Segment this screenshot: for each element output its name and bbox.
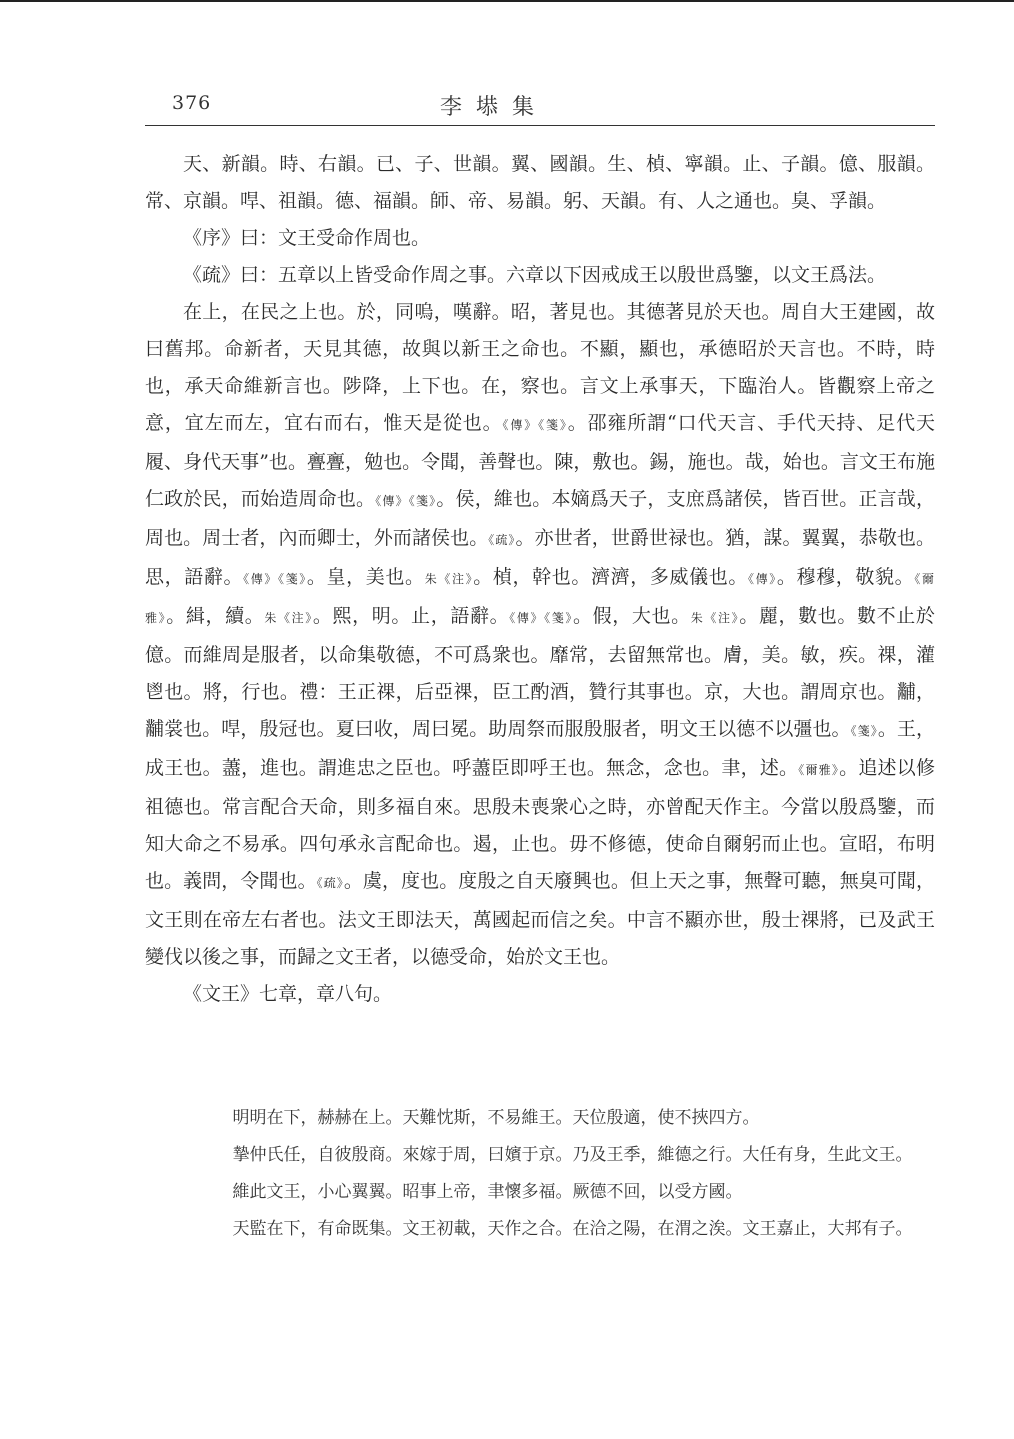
page-number: 376 <box>172 92 212 114</box>
poem-stanza: 明明在下，赫赫在上。天難忱斯，不易維王。天位殷適，使不挾四方。 <box>232 1108 760 1128</box>
poem-stanza: 維此文王，小心翼翼。昭事上帝，聿懷多福。厥德不回，以受方國。 <box>232 1182 743 1202</box>
running-title: 李塨集 <box>440 95 549 120</box>
gloss-text: 在上，在民之上也。於，同嗚，嘆辭。昭，著見也。其德著見於天也。周自大王建國，故曰舊邦。命新者，天見其德，故與以新王之命也。不顯，顯也，承德昭於天言也。不時，時也，承天命維新言也。陟降，上下也。在，察也。言文上承事天，下臨治人。皆觀察上帝之意，宜左而左，宜右而右，惟天是從也。 <box>145 301 935 434</box>
rhyme-note <box>145 146 935 220</box>
gloss-text: 。熙，明。止，語辭。 <box>312 605 510 627</box>
rhyme-note-line-1: 天、新韻。時、右韻。已、子、世韻。翼、國韻。生、楨、寧韻。止、子韻。億、服韻。常、 <box>145 153 935 212</box>
source-ref: 《傳》《箋》 <box>502 418 568 432</box>
gloss-text: 。假，大也。 <box>572 605 691 627</box>
source-ref: 《爾雅》 <box>798 763 840 777</box>
source-ref: 《爾雅》 <box>145 572 935 625</box>
gloss-paragraph <box>145 294 935 976</box>
gloss-text: 。楨，幹也。濟濟，多威儀也。 <box>473 566 749 588</box>
header-rule <box>145 125 935 126</box>
source-ref: 《傳》《箋》 <box>243 572 307 586</box>
source-ref: 《傳》《箋》 <box>509 611 573 625</box>
gloss-text: 。虞，度也。度殷之自天廢興也。但上天之事，無聲可聽，無臭可聞，文王則在帝左右者也。法文王即法天，萬國起而信之矣。中言不顯亦世，殷士祼將，已及武王變伐以後之事，而歸之文王者，以德受命，始於文王也。 <box>145 870 935 968</box>
gloss-text: 。侯，維也。本嫡爲天子，支庶爲諸侯，皆百世。正言哉，周也。周士者，內而卿士，外而諸侯也。 <box>145 488 935 549</box>
source-ref: 朱《注》 <box>264 611 313 625</box>
commentary-body <box>145 146 935 1013</box>
preface-quote: 《序》曰：文王受命作周也。 <box>183 227 431 249</box>
gloss-text: 。穆穆，敬貌。 <box>776 566 915 588</box>
gloss-text: 。麗，數也。數不止於億。而維周是服者，以命集敬德，不可爲衆也。靡常，去留無常也。膚，美。敏，疾。祼，灌鬯也。將，行也。禮：王正祼，后亞祼，臣工酌酒，贊行其事也。京，大也。謂周京也。黼，黼裳也。哻，殷冠也。夏曰收，周曰冕。助周祭而服殷服者，明文王以德不以彊也。 <box>145 605 935 740</box>
gloss-text: 。皇，美也。 <box>306 566 425 588</box>
source-ref: 《傳》《箋》 <box>375 494 437 508</box>
commentary-summary: 《疏》曰：五章以上皆受命作周之事。六章以下因戒成王以殷世爲鑒，以文王爲法。 <box>183 264 887 286</box>
top-border <box>0 0 1014 2</box>
gloss-text: 。邵雍所謂“口代天言、手代天持、足代天履、身代天事”也。亹亹，勉也。令聞，善聲也。陳，敷也。錫，施也。哉，始也。言文王布施仁政於民，而始造周命也。 <box>145 412 935 510</box>
poem-stanza: 摯仲氏任，自彼殷商。來嫁于周，曰嬪于京。乃及王季，維德之行。大任有身，生此文王。 <box>232 1145 913 1165</box>
gloss-text: 。追述以修祖德也。常言配合天命，則多福自來。思殷未喪衆心之時，亦曾配天作主。今當以殷爲鑒，而知大命之不易承。四句承永言配命也。遏，止也。毋不修德，使命自爾躬而止也。宣昭，布明也。義問，令聞也。 <box>145 757 935 892</box>
source-ref: 朱《注》 <box>424 572 474 586</box>
source-ref: 《疏》 <box>488 533 516 547</box>
source-ref: 《傳》 <box>748 572 777 586</box>
source-ref: 《疏》 <box>316 876 344 890</box>
gloss-text: 。亦世者，世爵世禄也。猶，謀。翼翼，恭敬也。思，語辭。 <box>145 527 935 588</box>
poem-stanza: 天監在下，有命既集。文王初載，天作之合。在洽之陽，在渭之涘。文王嘉止，大邦有子。 <box>232 1219 913 1239</box>
chapter-note: 《文王》七章，章八句。 <box>183 983 393 1005</box>
poem-text <box>190 1100 938 1248</box>
rhyme-note-line-2: 京韻。哻、祖韻。德、福韻。師、帝、易韻。躬、天韻。有、人之通也。臭、孚韻。 <box>183 190 887 212</box>
source-ref: 朱《注》 <box>690 611 740 625</box>
source-ref: 《箋》 <box>850 724 878 738</box>
gloss-text: 。緝，續。 <box>166 605 265 627</box>
gloss-text: 。王，成王也。藎，進也。謂進忠之臣也。呼藎臣即呼王也。無念，念也。聿，述。 <box>145 718 935 779</box>
